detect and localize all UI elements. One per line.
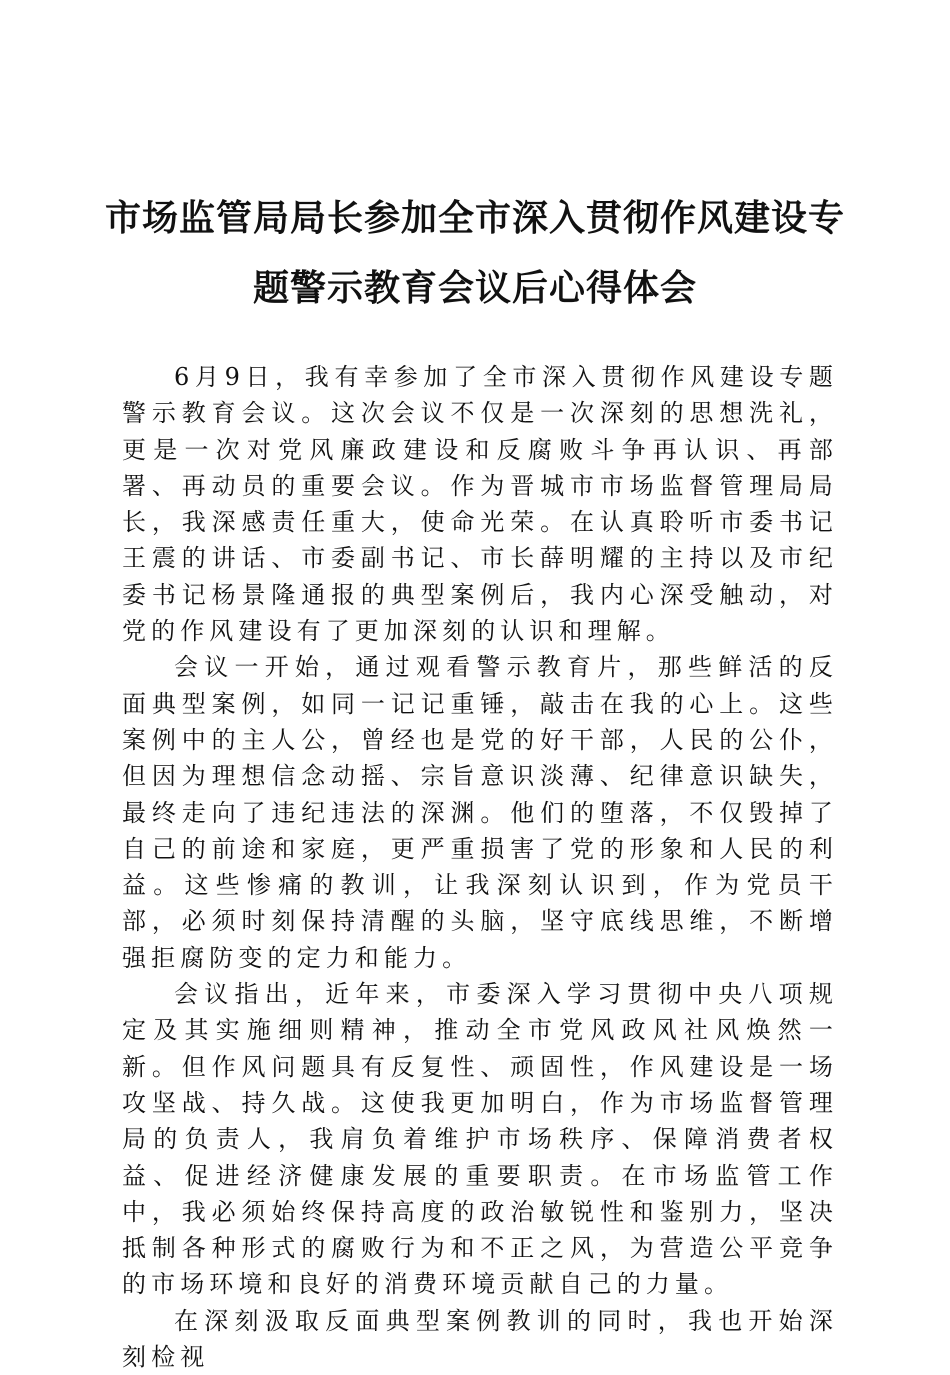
paragraph-4: 在深刻汲取反面典型案例教训的同时，我也开始深刻检视 [122,1306,838,1372]
paragraph-3: 会议指出，近年来，市委深入学习贯彻中央八项规定及其实施细则精神，推动全市党风政风社风焕然一新。但作风问题具有反复性、顽固性，作风建设是一场攻坚战、持久战。这使我更加明白，作为市场监督管理局的负责人，我肩负着维护市场秩序、保障消费者权益、促进经济健康发展的重要职责。在市场监管工作中，我必须始终保持高度的政治敏锐性和鉴别力，坚决抵制各种形式的腐败行为和不正之风，为营造公平竞争的市场环境和良好的消费环境贡献自己的力量。 [122,980,838,1299]
paragraph-1: 6月9日，我有幸参加了全市深入贯彻作风建设专题警示教育会议。这次会议不仅是一次深刻的思想洗礼，更是一次对党风廉政建设和反腐败斗争再认识、再部署、再动员的重要会议。作为晋城市市场监督管理局局长，我深感责任重大，使命光荣。在认真聆听市委书记王震的讲话、市委副书记、市长薛明耀的主持以及市纪委书记杨景隆通报的典型案例后，我内心深受触动，对党的作风建设有了更加深刻的认识和理解。 [122,363,838,646]
document-body [122,359,838,1375]
document-title-line-2: 题警示教育会议后心得体会 [252,268,697,309]
document-title-line-1: 市场监管局局长参加全市深入贯彻作风建设专 [104,198,845,239]
paragraph-2: 会议一开始，通过观看警示教育片，那些鲜活的反面典型案例，如同一记记重锤，敲击在我的心上。这些案例中的主人公，曾经也是党的好干部，人民的公仆，但因为理想信念动摇、宗旨意识淡薄、纪律意识缺失，最终走向了违纪违法的深渊。他们的堕落，不仅毁掉了自己的前途和家庭，更严重损害了党的形象和人民的利益。这些惨痛的教训，让我深刻认识到，作为党员干部，必须时刻保持清醒的头脑，坚守底线思维，不断增强拒腐防变的定力和能力。 [122,653,838,972]
